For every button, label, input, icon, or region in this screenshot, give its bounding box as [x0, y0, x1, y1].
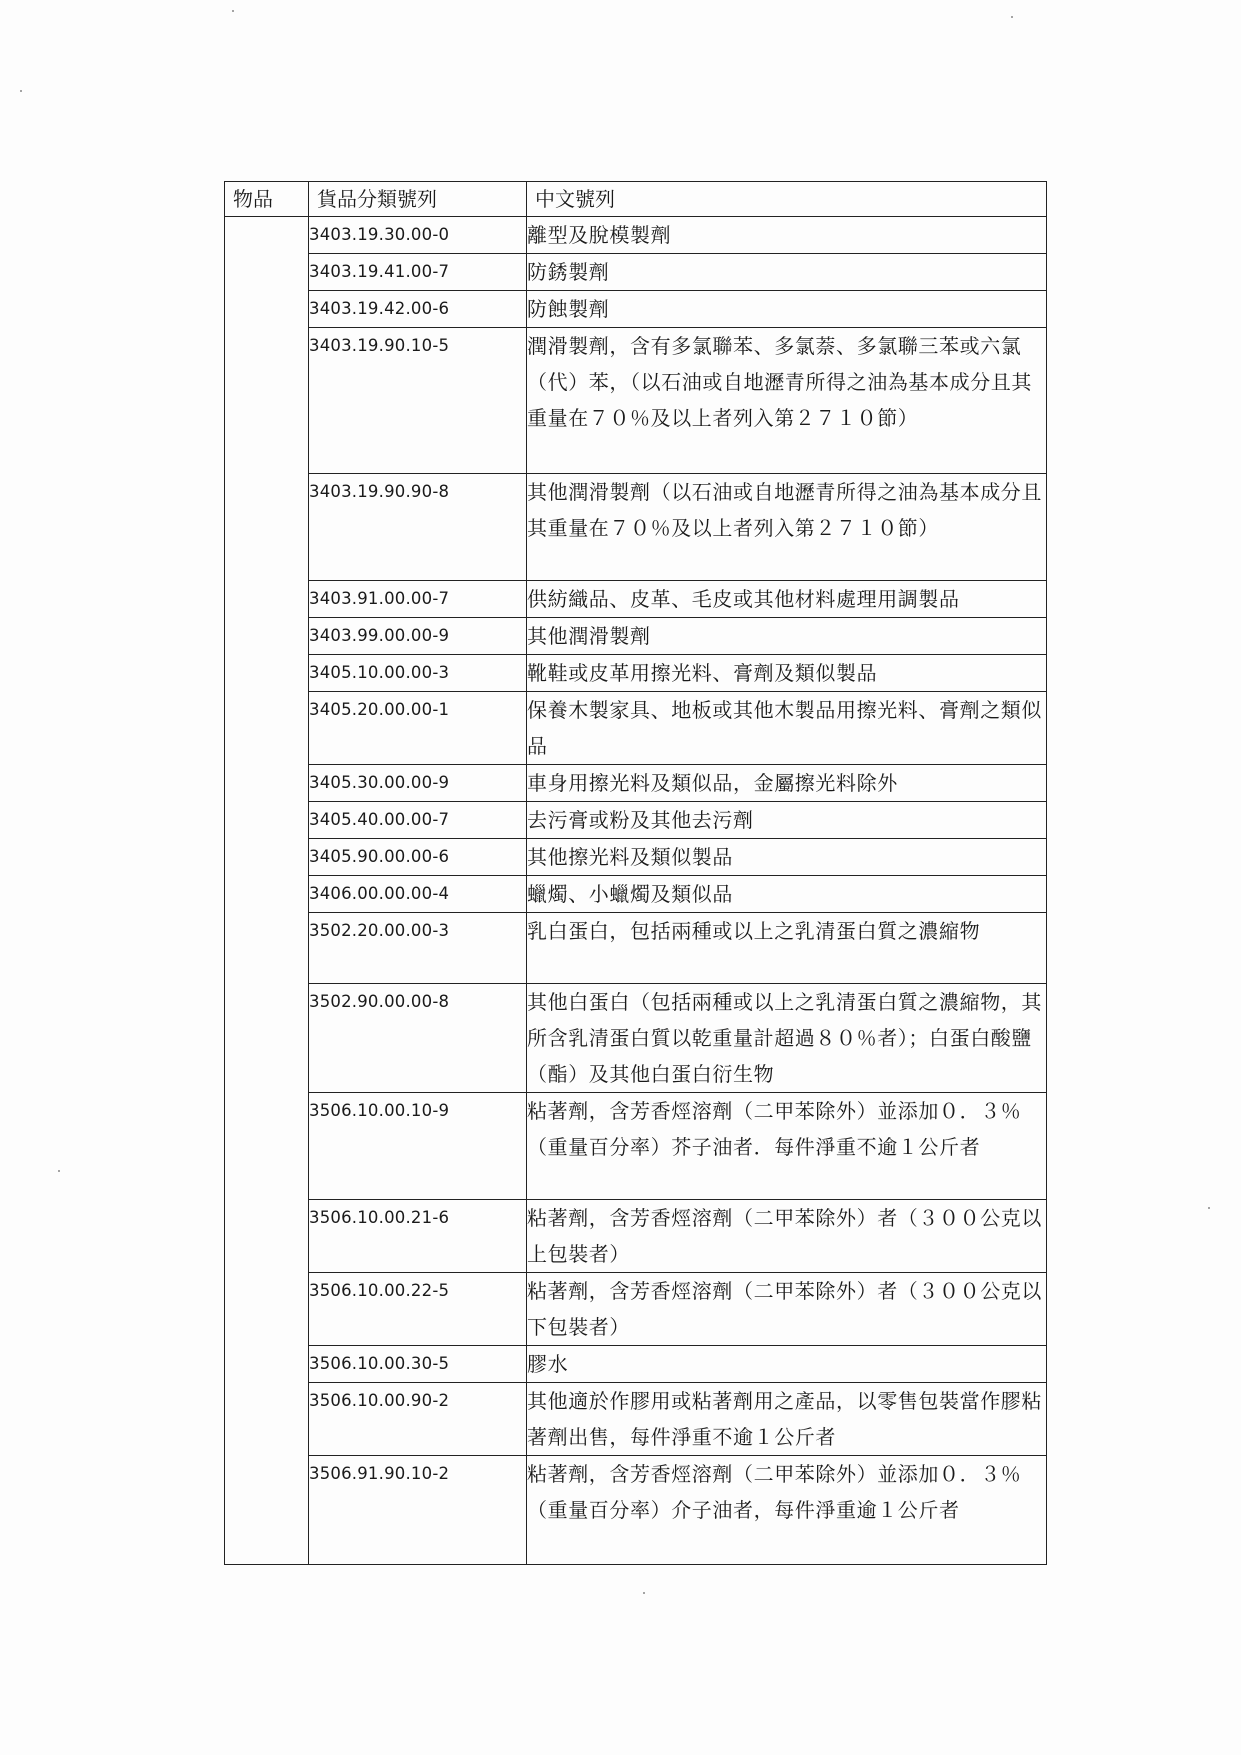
chinese-description: 防蝕製劑	[527, 291, 1047, 328]
table-row	[225, 1273, 1047, 1346]
table-row	[225, 692, 1047, 765]
chinese-description: 膠水	[527, 1346, 1047, 1383]
tariff-code: 3403.19.90.10-5	[309, 328, 527, 474]
item-cell	[225, 217, 309, 1565]
tariff-code: 3403.19.30.00-0	[309, 217, 527, 254]
tariff-code: 3405.30.00.00-9	[309, 765, 527, 802]
scan-speck	[20, 90, 22, 92]
chinese-description: 潤滑製劑，含有多氯聯苯、多氯萘、多氯聯三苯或六氯（代）苯，（以石油或自地瀝青所得之油為基本成分且其重量在７０％及以上者列入第２７１０節）	[527, 328, 1047, 474]
tariff-code: 3506.91.90.10-2	[309, 1456, 527, 1565]
chinese-description: 粘著劑，含芳香烴溶劑（二甲苯除外）者（３００公克以上包裝者）	[527, 1200, 1047, 1273]
chinese-description: 其他潤滑製劑（以石油或自地瀝青所得之油為基本成分且其重量在７０％及以上者列入第２７１０節）	[527, 474, 1047, 581]
table-row	[225, 217, 1047, 254]
table-row	[225, 655, 1047, 692]
chinese-description: 其他潤滑製劑	[527, 618, 1047, 655]
chinese-description: 其他擦光料及類似製品	[527, 839, 1047, 876]
tariff-code: 3403.19.90.90-8	[309, 474, 527, 581]
tariff-code: 3406.00.00.00-4	[309, 876, 527, 913]
chinese-description: 粘著劑，含芳香烴溶劑（二甲苯除外）並添加０．３％（重量百分率）介子油者，每件淨重逾１公斤者	[527, 1456, 1047, 1565]
scan-speck	[1208, 1207, 1210, 1209]
chinese-description: 車身用擦光料及類似品，金屬擦光料除外	[527, 765, 1047, 802]
table-row	[225, 876, 1047, 913]
table-row	[225, 581, 1047, 618]
tariff-code: 3405.90.00.00-6	[309, 839, 527, 876]
tariff-code: 3506.10.00.22-5	[309, 1273, 527, 1346]
table-row	[225, 291, 1047, 328]
tariff-code: 3506.10.00.90-2	[309, 1383, 527, 1456]
table-row	[225, 254, 1047, 291]
table-row	[225, 984, 1047, 1093]
tariff-code: 3502.90.00.00-8	[309, 984, 527, 1093]
header-description: 中文號列	[527, 182, 1047, 217]
table-header-row	[225, 182, 1047, 217]
chinese-description: 粘著劑，含芳香烴溶劑（二甲苯除外）並添加０．３％（重量百分率）芥子油者．每件淨重不逾１公斤者	[527, 1093, 1047, 1200]
chinese-description: 保養木製家具、地板或其他木製品用擦光料、膏劑之類似品	[527, 692, 1047, 765]
tariff-code: 3502.20.00.00-3	[309, 913, 527, 984]
scan-speck	[232, 10, 234, 12]
chinese-description: 乳白蛋白，包括兩種或以上之乳清蛋白質之濃縮物	[527, 913, 1047, 984]
table-row	[225, 328, 1047, 474]
table-row	[225, 765, 1047, 802]
scan-speck	[643, 1592, 645, 1594]
table-row	[225, 618, 1047, 655]
table-row	[225, 839, 1047, 876]
table-row	[225, 1093, 1047, 1200]
table-row	[225, 802, 1047, 839]
chinese-description: 粘著劑，含芳香烴溶劑（二甲苯除外）者（３００公克以下包裝者）	[527, 1273, 1047, 1346]
table-row	[225, 1383, 1047, 1456]
tariff-code: 3405.40.00.00-7	[309, 802, 527, 839]
chinese-description: 靴鞋或皮革用擦光料、膏劑及類似製品	[527, 655, 1047, 692]
tariff-code: 3506.10.00.10-9	[309, 1093, 527, 1200]
table-row	[225, 1456, 1047, 1565]
chinese-description: 離型及脫模製劑	[527, 217, 1047, 254]
tariff-code: 3403.19.41.00-7	[309, 254, 527, 291]
header-code: 貨品分類號列	[309, 182, 527, 217]
scan-speck	[1011, 16, 1013, 18]
tariff-code: 3506.10.00.30-5	[309, 1346, 527, 1383]
table-row	[225, 474, 1047, 581]
chinese-description: 其他適於作膠用或粘著劑用之產品，以零售包裝當作膠粘著劑出售，每件淨重不逾１公斤者	[527, 1383, 1047, 1456]
goods-table	[224, 181, 1047, 1565]
table-row	[225, 1346, 1047, 1383]
tariff-code: 3403.19.42.00-6	[309, 291, 527, 328]
chinese-description: 供紡織品、皮革、毛皮或其他材料處理用調製品	[527, 581, 1047, 618]
tariff-code: 3405.10.00.00-3	[309, 655, 527, 692]
table-row	[225, 913, 1047, 984]
chinese-description: 其他白蛋白（包括兩種或以上之乳清蛋白質之濃縮物，其所含乳清蛋白質以乾重量計超過８０％者）；白蛋白酸鹽（酯）及其他白蛋白衍生物	[527, 984, 1047, 1093]
header-item: 物品	[225, 182, 309, 217]
tariff-code: 3405.20.00.00-1	[309, 692, 527, 765]
tariff-code: 3403.99.00.00-9	[309, 618, 527, 655]
chinese-description: 去污膏或粉及其他去污劑	[527, 802, 1047, 839]
tariff-code: 3506.10.00.21-6	[309, 1200, 527, 1273]
scan-speck	[58, 1170, 60, 1172]
tariff-code: 3403.91.00.00-7	[309, 581, 527, 618]
table-body	[225, 217, 1047, 1565]
table-row	[225, 1200, 1047, 1273]
chinese-description: 蠟燭、小蠟燭及類似品	[527, 876, 1047, 913]
chinese-description: 防銹製劑	[527, 254, 1047, 291]
